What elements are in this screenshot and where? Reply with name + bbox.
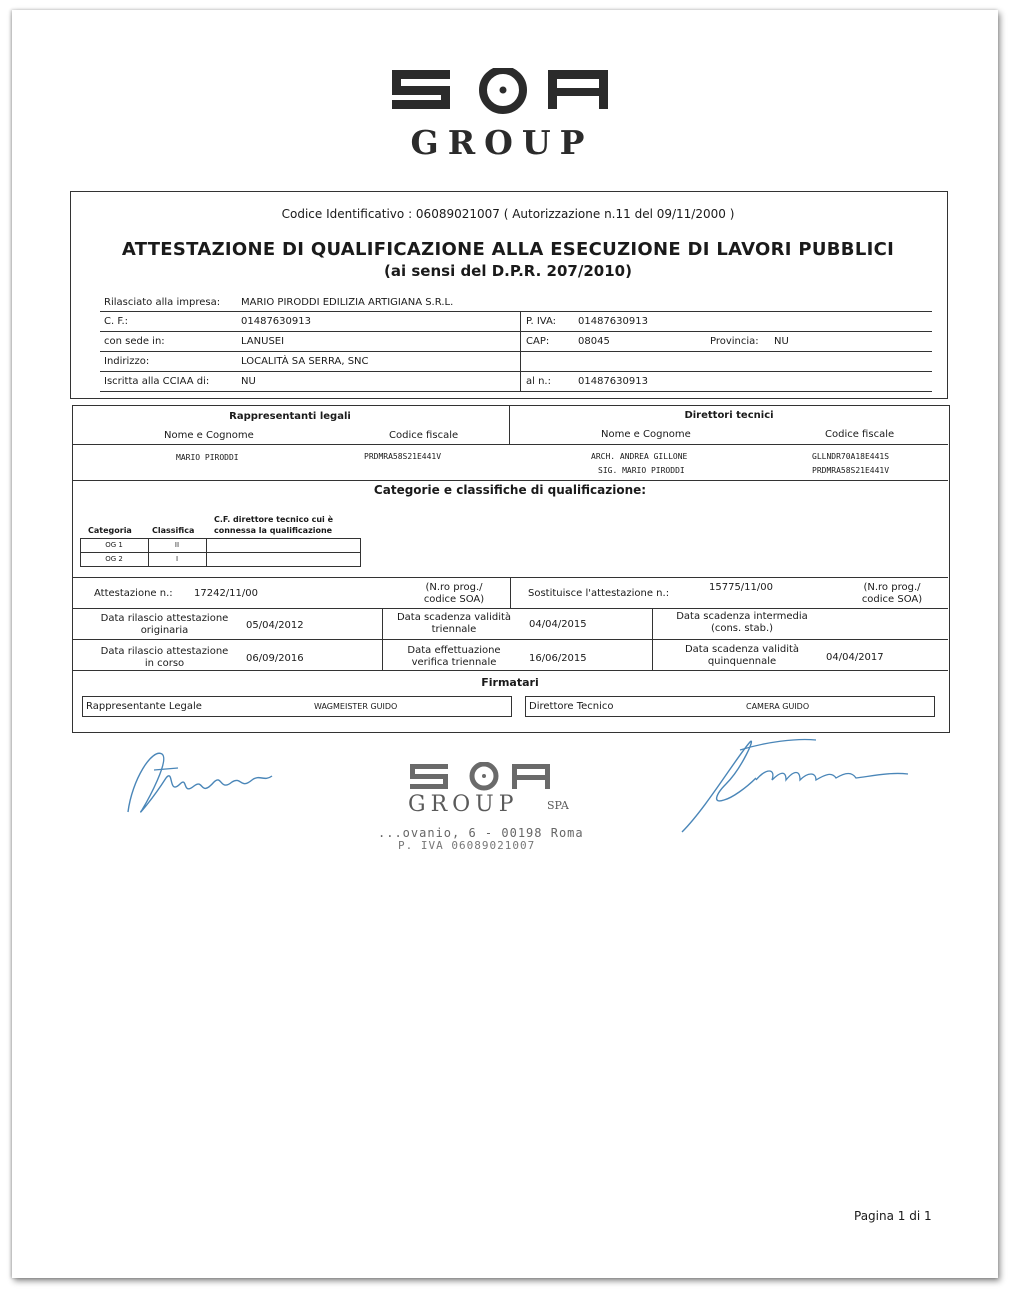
- nro-prog-note: (N.ro prog./: [425, 582, 483, 593]
- divider: [80, 552, 360, 553]
- page-title: ATTESTAZIONE DI QUALIFICAZIONE ALLA ESECUZIONE DI LAVORI PUBBLICI: [121, 239, 895, 260]
- divider: [72, 670, 948, 671]
- cap-value: 08045: [578, 336, 610, 347]
- nro-prog-note: codice SOA): [861, 594, 923, 605]
- divider: [72, 608, 948, 609]
- provincia-label: Provincia:: [710, 336, 759, 347]
- category-code: OG 2: [105, 555, 123, 563]
- cf-value: 01487630913: [241, 316, 311, 327]
- scadenza-triennale-label: Data scadenza validità: [396, 612, 512, 623]
- col-cf-line2: connessa la qualificazione: [214, 526, 333, 535]
- sede-value: LANUSEI: [241, 336, 285, 347]
- tech-signer-label: Direttore Tecnico: [529, 701, 614, 712]
- header-box: [70, 191, 948, 399]
- cf-label: C. F.:: [104, 316, 129, 327]
- data-rilascio-originaria-label: originaria: [140, 625, 189, 636]
- verifica-triennale-label: verifica triennale: [411, 657, 497, 668]
- issued-label: Rilasciato alla impresa:: [104, 297, 221, 308]
- divider: [100, 311, 932, 312]
- cap-label: CAP:: [526, 336, 550, 347]
- verifica-triennale-value: 16/06/2015: [529, 653, 587, 664]
- stamp-group-text: GROUP: [408, 792, 519, 817]
- piva-label: P. IVA:: [526, 316, 557, 327]
- code-line: Codice Identificativo : 06089021007 ( Autorizzazione n.11 del 09/11/2000 ): [281, 207, 735, 221]
- address-value: LOCALITÀ SA SERRA, SNC: [241, 356, 369, 367]
- legal-signer-label: Rappresentante Legale: [86, 701, 202, 712]
- scadenza-triennale-value: 04/04/2015: [529, 619, 587, 630]
- stamp-piva: P. IVA 06089021007: [398, 839, 536, 852]
- cciaa-value: NU: [241, 376, 256, 387]
- page-number: Pagina 1 di 1: [854, 1209, 932, 1223]
- firmatari-title: Firmatari: [481, 676, 539, 689]
- scadenza-triennale-label: triennale: [431, 624, 477, 635]
- attestazione-label: Attestazione n.:: [94, 588, 173, 599]
- nro-prog-note: (N.ro prog./: [863, 582, 921, 593]
- scadenza-quinquennale-label: quinquennale: [707, 656, 777, 667]
- data-rilascio-originaria-value: 05/04/2012: [246, 620, 304, 631]
- legal-name-header: Nome e Cognome: [164, 430, 254, 441]
- sede-label: con sede in:: [104, 336, 165, 347]
- al-n-label: al n.:: [526, 376, 551, 387]
- soa-logo: [388, 68, 618, 158]
- divider: [100, 351, 932, 352]
- tech-director-cf: GLLNDR70A18E441S: [812, 452, 890, 461]
- tech-director-cf: PRDMRA58S21E441V: [812, 466, 890, 475]
- scadenza-quinquennale-value: 04/04/2017: [826, 652, 884, 663]
- legal-rep-name: MARIO PIRODDI: [176, 453, 239, 462]
- divider: [100, 371, 932, 372]
- scadenza-intermedia-label: (cons. stab.): [710, 623, 774, 634]
- document-page: [12, 10, 998, 1278]
- tech-signature: [676, 728, 916, 838]
- data-rilascio-originaria-label: Data rilascio attestazione: [100, 613, 229, 624]
- address-label: Indirizzo:: [104, 356, 150, 367]
- legal-rep-cf: PRDMRA58S21E441V: [364, 452, 442, 461]
- scadenza-quinquennale-label: Data scadenza validità: [684, 644, 800, 655]
- stamp-address: ...ovanio, 6 - 00198 Roma: [378, 826, 584, 840]
- piva-value: 01487630913: [578, 316, 648, 327]
- tech-name-header: Nome e Cognome: [601, 429, 691, 440]
- divider: [72, 480, 948, 481]
- cciaa-label: Iscritta alla CCIAA di:: [104, 376, 210, 387]
- tech-director-name: SIG. MARIO PIRODDI: [598, 466, 685, 475]
- nro-prog-note: codice SOA): [423, 594, 485, 605]
- verifica-triennale-label: Data effettuazione: [407, 645, 501, 656]
- al-n-value: 01487630913: [578, 376, 648, 387]
- col-cf-line1: C.F. direttore tecnico cui è: [214, 515, 334, 524]
- divider: [100, 331, 932, 332]
- divider: [100, 391, 932, 392]
- stamp-spa-text: SPA: [547, 799, 569, 812]
- divider: [509, 406, 510, 444]
- col-categoria: Categoria: [88, 526, 132, 535]
- logo-group-text: GROUP: [410, 123, 594, 158]
- legal-cf-header: Codice fiscale: [389, 430, 459, 441]
- tech-director-name: ARCH. ANDREA GILLONE: [591, 452, 688, 461]
- tech-signer-name: CAMERA GUIDO: [746, 702, 810, 711]
- data-rilascio-in-corso-label: Data rilascio attestazione: [100, 646, 229, 657]
- tech-cf-header: Codice fiscale: [825, 429, 895, 440]
- category-class: II: [174, 541, 180, 549]
- divider: [72, 444, 948, 445]
- legal-signer-name: WAGMEISTER GUIDO: [314, 702, 398, 711]
- provincia-value: NU: [774, 336, 789, 347]
- page-subtitle: (ai sensi del D.P.R. 207/2010): [384, 262, 632, 280]
- divider: [510, 578, 511, 608]
- data-rilascio-in-corso-value: 06/09/2016: [246, 653, 304, 664]
- scadenza-intermedia-label: Data scadenza intermedia: [676, 611, 808, 622]
- divider: [72, 639, 948, 640]
- sostituisce-label: Sostituisce l'attestazione n.:: [528, 588, 670, 599]
- attestazione-value: 17242/11/00: [194, 588, 258, 599]
- col-classifica: Classifica: [152, 526, 195, 535]
- issued-value: MARIO PIRODDI EDILIZIA ARTIGIANA S.R.L.: [241, 297, 454, 308]
- divider: [206, 538, 207, 566]
- sostituisce-value: 15775/11/00: [709, 582, 773, 593]
- legal-signature: [122, 740, 282, 830]
- legal-reps-title: Rappresentanti legali: [229, 411, 351, 422]
- divider: [520, 311, 521, 391]
- category-code: OG 1: [105, 541, 123, 549]
- tech-directors-title: Direttori tecnici: [684, 410, 774, 421]
- categories-title: Categorie e classifiche di qualificazione:: [373, 483, 647, 497]
- data-rilascio-in-corso-label: in corso: [144, 658, 185, 669]
- category-class: I: [175, 555, 179, 563]
